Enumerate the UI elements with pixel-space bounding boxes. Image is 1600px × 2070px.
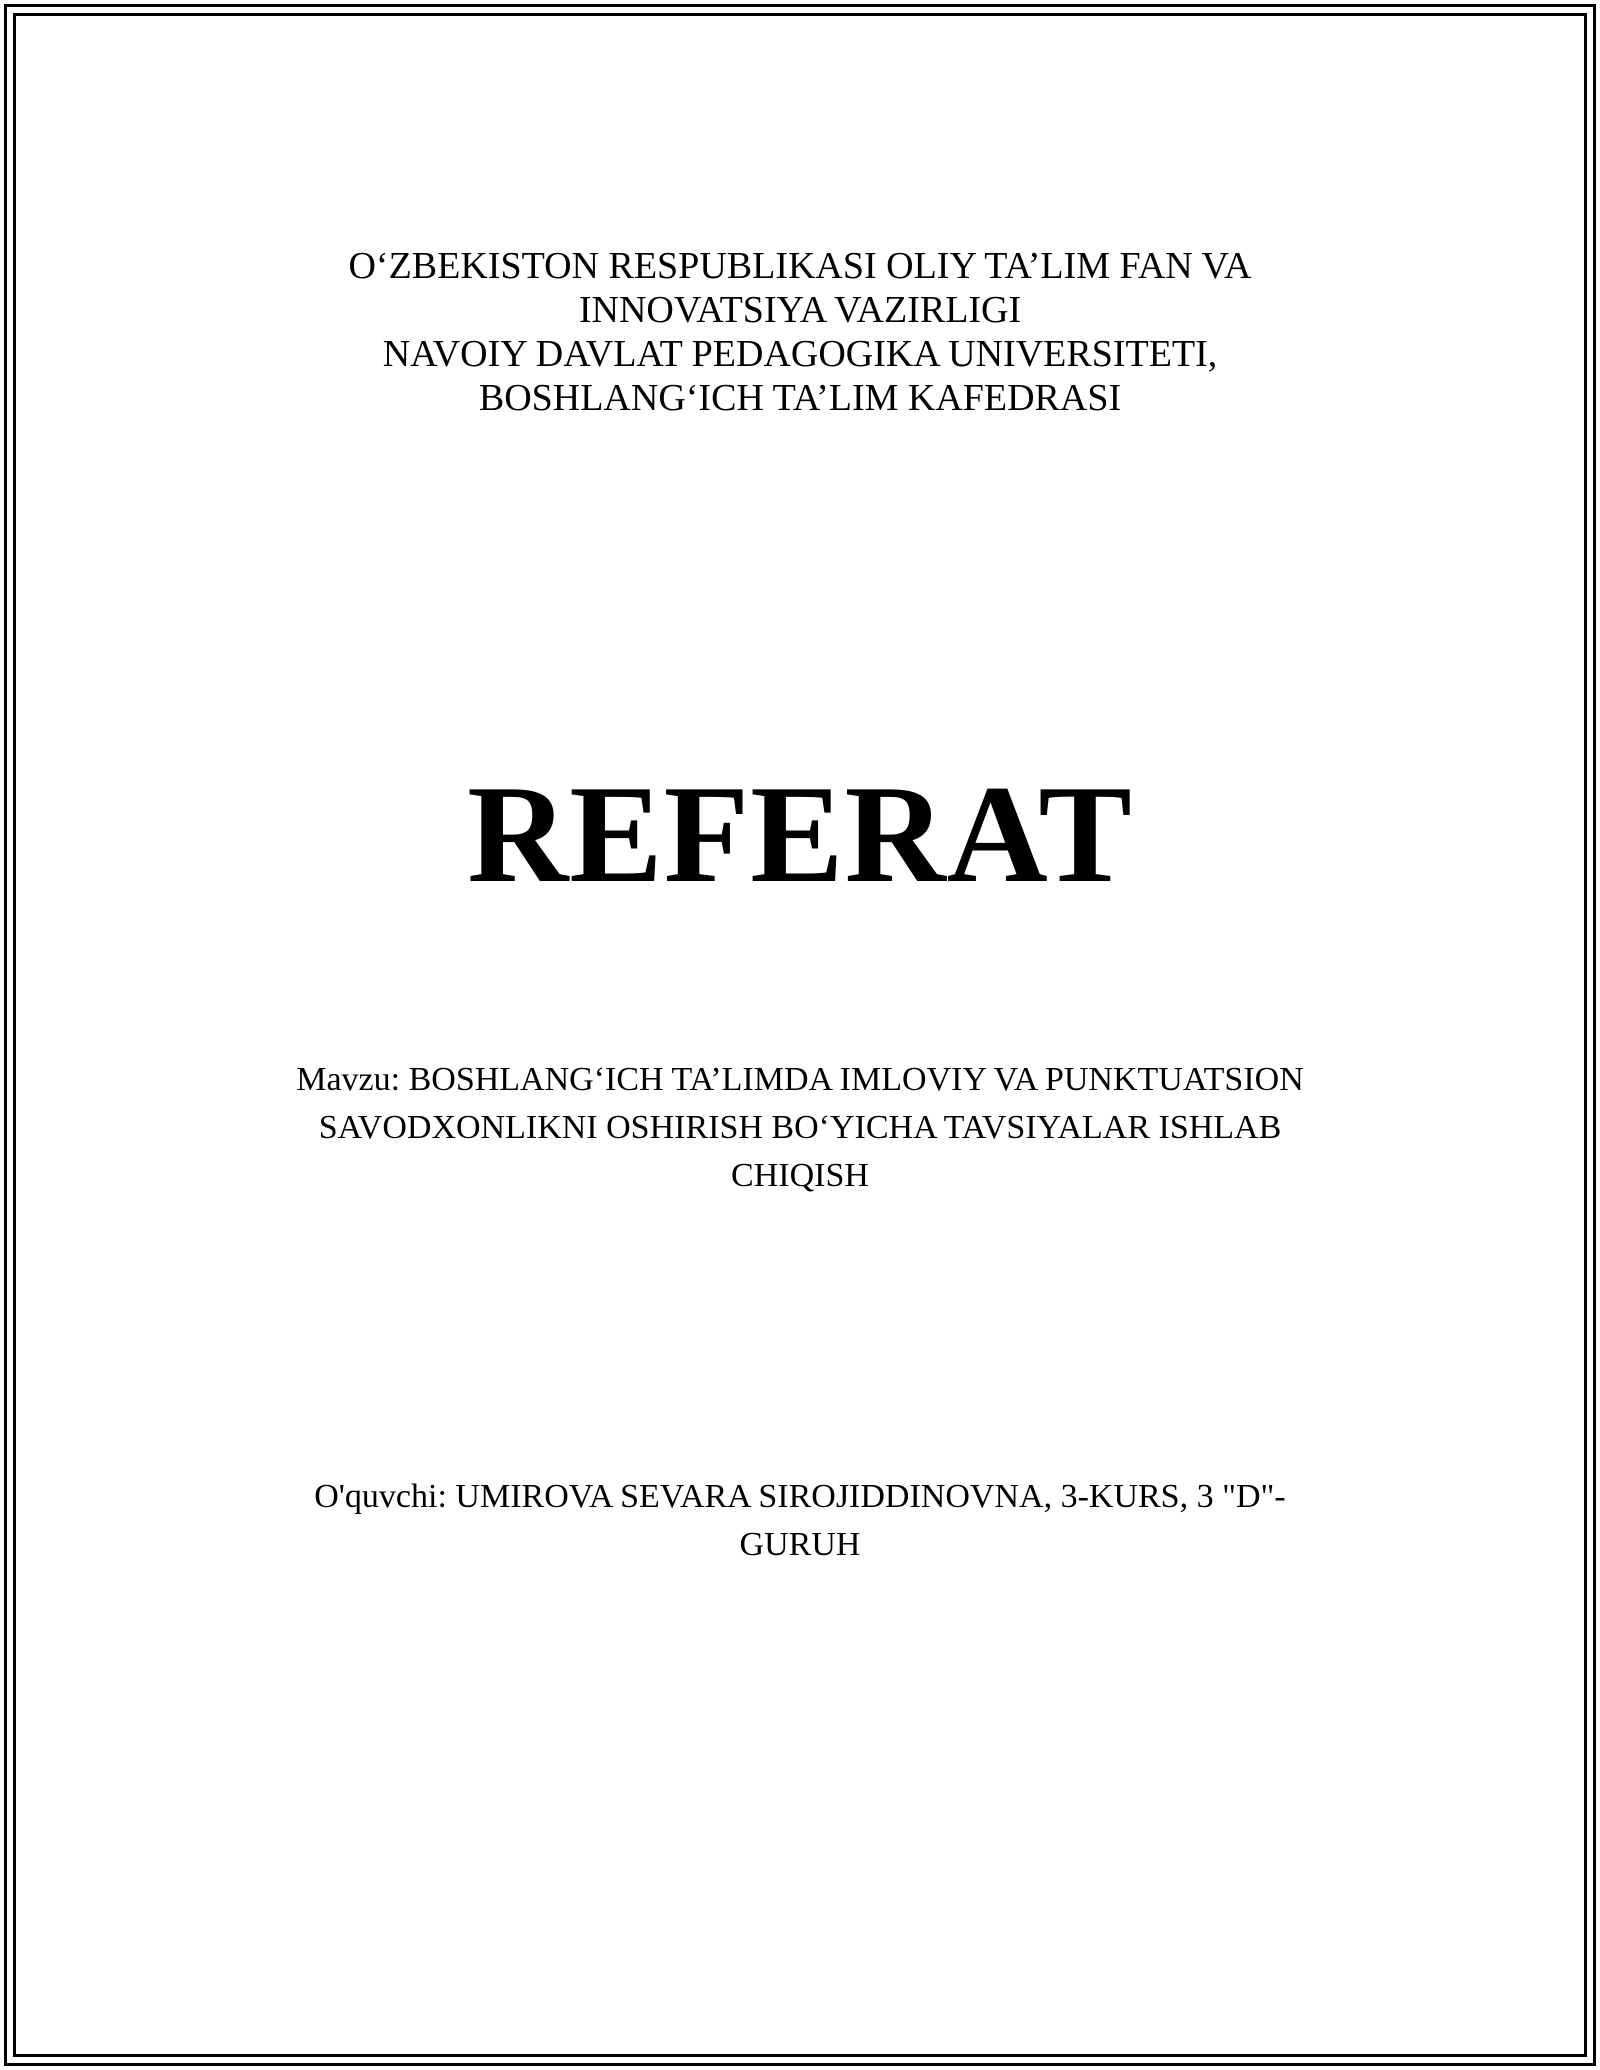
topic-block [0,1056,1600,1200]
header-line-2: INNOVATSIYA VAZIRLIGI [578,289,1022,331]
student-block [0,1473,1600,1569]
topic-line-2: SAVODXONLIKNI OSHIRISH BO‘YICHA TAVSIYALAR ISHLAB [318,1109,1282,1146]
document-title: REFERAT [467,757,1133,912]
ministry-header [0,244,1600,420]
student-line-2: GURUH [739,1526,861,1563]
topic-line-3: CHIQISH [731,1157,869,1194]
header-line-4: BOSHLANG‘ICH TA’LIM KAFEDRASI [478,377,1122,419]
student-line-1: O'quvchi: UMIROVA SEVARA SIROJIDDINOVNA, 3-KURS, 3 "D"- [314,1478,1286,1515]
header-line-1: O‘ZBEKISTON RESPUBLIKASI OLIY TA’LIM FAN VA [348,245,1252,287]
header-line-3: NAVOIY DAVLAT PEDAGOGIKA UNIVERSITETI, [382,333,1218,375]
topic-line-1: Mavzu: BOSHLANG‘ICH TA’LIMDA IMLOVIY VA PUNKTUATSION [296,1061,1304,1098]
